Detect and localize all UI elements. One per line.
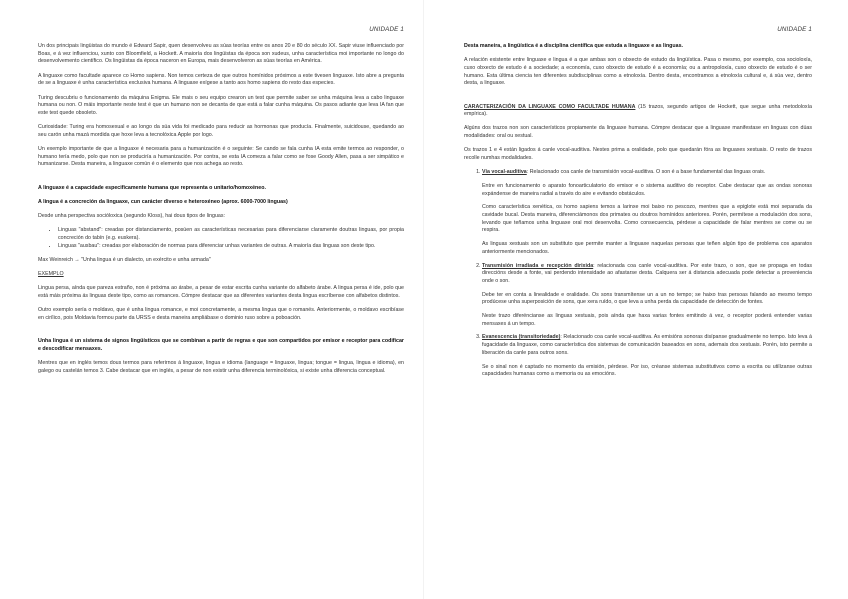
paragraph: As linguas xestuais son un substituto que permite manter a linguaxe naquelas persoas que teñen algún tipo de problema cos aparatos anteriormente mencionados. bbox=[482, 241, 812, 255]
paragraph: Turing descubriu o funcionamento da máquina Enigma. Ele mais o seu equipo crearon un test que permite saber se unha máquina leva a cabo linguaxe humana ou non. O máis importante neste test é que un humano non se decanta de que está a falar cunha máquina. Os pasos adiante que leva IA fan que este test quede obsoleto. bbox=[38, 94, 404, 116]
paragraph: Neste trazo diferéncianse as linguas xestuais, pois aínda que haxa varias fontes emitindo á vez, o receptor poderá entender varias mensaxes á un tempo. bbox=[482, 313, 812, 327]
paragraph: Desde unha perspectiva socióloxica (segundo Kloss), hai dous tipos de linguas: bbox=[38, 213, 225, 220]
bold-definition: A lingua é a concreción da linguaxe, cun carácter diverso e heteroxéneo (aprox. 6000-7000 linguas) bbox=[38, 198, 288, 205]
spacer bbox=[464, 95, 812, 104]
list-item: • Linguas "ausbau": creadas por elaboración de normas para diferenciar unhas variantes de outras. A maioría das linguas son deste tipo. bbox=[58, 243, 404, 251]
paragraph: Algúns dos trazos non son característicos propiamente da linguaxe humana. Cómpre destacar que a linguaxe manifestase en linguas con dúas modalidades: oral ou xestual. bbox=[464, 125, 812, 140]
bold-definition: Unha lingua é un sistema de signos lingüísticos que se combinan a partir de regras e que son compartidos por emisor e receptor para codificar e descodificar mensaxes. bbox=[38, 338, 404, 352]
right-page bbox=[424, 0, 848, 599]
numbered-list bbox=[464, 169, 812, 379]
item-title: Transmisión irradiada e recepción dirixida bbox=[482, 262, 594, 269]
item-title: Evanescencia (transitoriedade) bbox=[482, 334, 561, 341]
item-text: : relacionada coa canle vocal-auditiva. Por este trazo, o son, que se propaga en todas direccións desde a fonte, vai perdendo intensidade ao afastarse desta. Calquera ser á distancia adecuada pode detectar a proveniencia onde o son. bbox=[482, 262, 812, 284]
paragraph: Debe ter en conta a linealidade e oralidade. Os sons transmítense un a un no tempo; se haixo tras persoas falando ao mesmo tempo prodúcese unha superposición de sons, que xera ruído, o que leva a unha perda da capacidade de detección de fontes. bbox=[482, 291, 812, 306]
page-header: UNIDADE 1 bbox=[369, 26, 404, 33]
item-title: Vía vocal-auditiva bbox=[482, 169, 527, 176]
bullet-list bbox=[38, 227, 404, 251]
paragraph: Se o sinal non é captado no momento da emisión, pérdese. Por iso, créanse sistemas substitutivos como a escrita ou utilízanse outras capacidades humanas como a memoria ou as emocións. bbox=[482, 363, 812, 378]
list-item: • Linguas "abstand": creadas por distanciamento, posúen as características necesarias para diferenciarse claramente doutras linguas, por propia concreción do tabín (e.g. euskera). bbox=[58, 227, 404, 242]
list-item bbox=[482, 169, 812, 256]
paragraph: Como característica xenética, os homo sapiens temos a larinxe moi baixo no pescozo, mentres que a epiglote está moi separada da cavidade bucal. Desta maneira, diferenciámonos dos primates ou doutros homínidos anteriores. Porén, permítese a modulación dos sons, levando que teñamos unha linguaxe oral moi desenvolta. Como consecuencia, pérdese a capacidade de falar mentres se come ou se respira. bbox=[482, 204, 812, 234]
paragraph: A linguaxe como facultade aparece co Homo sapiens. Non temos certeza de que outros homínidos próximos a este tivesen linguaxe. Isto abre a pregunta de se a linguaxe é unha característica exclusiva humana. A linguaxe exígese a tanto aos homo sapiens do resto das especies. bbox=[38, 72, 404, 87]
paragraph: Curiosidade: Turing era homosexual e ao longo da súa vida foi medicado para reducir as hormonas que producía. Finalmente, suicidouse, quedando ao seu carón unha mazá mordida que hoxe leva a tecnolóxica Apple por logo. bbox=[38, 124, 404, 138]
heading-note: (15 trazos, segundo artigos de Hockett, que segue unha metodoloxía empírica). bbox=[464, 103, 812, 118]
paragraph: Un exemplo importante de que a linguaxe é necesaria para a humanización é o seguinte: Se cando se fala cunha IA esta emite termos ao responder, o humano tería medo, polo que non se produciría a humanización. Por contra, se esta IA comeza a falar como se fose Goody Allen, pasa a ser simpático e humanizarse. Desta maneira, a linguaxe común é o elemento que nos achega ao resto. bbox=[38, 146, 404, 168]
heading-title: CARACTERIZACIÓN DA LINGUAXE COMO FACULTADE HUMANA bbox=[464, 103, 636, 110]
item-text: : Relacionado coa canle vocal-auditiva. As emisións sonoras disípanse gradualmente no tempo. Isto leva á fugacidade da linguaxe, como característica dos sistemas de comunicación baseados en sons, ademais dos xestuais. Porén, isto permite a liberación da canle para outros sons. bbox=[482, 334, 812, 356]
paragraph: Entre en funcionamento o aparato fonoarticulatorio do emisor e o sistema auditivo do receptor. Cabe destacar que as ondas sonoras expándense de maneira radial a través do aire e evitando obstáculos. bbox=[482, 182, 812, 197]
paragraph: Lingua persa, aínda que pareza estraño, non é próxima ao árabe, a pesar de estar escrita cunha variante do alfabeto árabe. A lingua persa é ide, polo que está máis próxima ás linguas deste tipo, como as romances. Cómpre destacar que as diferentes variantes desta lingua escríbense con alfabetos distintos. bbox=[38, 285, 404, 300]
spacer bbox=[38, 176, 404, 185]
quote-line: Max Weinreich → "Unha lingua é un dialecto, un exército e unha armada" bbox=[38, 257, 211, 264]
paragraph: Outro exemplo sería o moldavo, que é unha lingua romance, e moi concretamente, a mesma lingua que o romanés. Anteriormente, o moldavo escribíase en cirílico, pois Moldavia formou parte da URSS e desta maneira ampliábase o dominio ruso sobre a poboación. bbox=[38, 307, 404, 322]
list-item bbox=[482, 334, 812, 379]
section-label: EXEMPLO bbox=[38, 271, 64, 278]
spacer bbox=[38, 329, 404, 338]
paragraph: Un dos principais lingüistas do mundo é Edward Sapir, quen desenvolveu as súas teorías entre os anos 20 e 80 do século XX. Sapir viuse influenciado por Boas, e á vez influenciou, xunto con Bloomfield, a Hockett. A maioría dos lingüistas da época son xudeus, unha característica moi importante no longo do desenvolvemento científico. Os lingüistas da época naceron en Europa, mais desenvolveron as súas teorías en América. bbox=[38, 43, 404, 65]
page-header: UNIDADE 1 bbox=[777, 26, 812, 33]
section-heading bbox=[464, 104, 812, 119]
item-text: : Relacionado coa canle de transmisión vocal-auditiva. O son é a base fundamental das linguas orais. bbox=[526, 169, 766, 176]
paragraph: Mentres que en inglés temos dous termos para referirnos á linguaxe, lingua e idioma (language = linguaxe, lingua; tongue = lingua, lingua e idioma), en galego ou castelán temos 3. Cabe destacar que en inglés, a pesar de non existir unha diferencia terminolóxica, si existe unha diferencia conceptual. bbox=[38, 360, 404, 374]
paragraph: A relación existente entre linguaxe e lingua é a que ambas son o obxecto de estudo da lingüística. Pasa o mesmo, por exemplo, coa socioloxía, cuxo obxecto de estudo é a sociedade; a economía, cuxo obxecto de estudo é a economía; ou a antropoloxía, cuxo obxecto de estudo é o ser humano. Esta última ciencia ten diferentes subdisciplinas como a etnoloxía. Dentro desta, encontramos a etnoloxía cultural e, á súa vez, dentro desta, a linguaxe. bbox=[464, 57, 812, 87]
bold-definition: Desta maneira, a lingüística é a disciplina científica que estuda a linguaxe e as linguas. bbox=[464, 43, 684, 49]
list-item bbox=[482, 263, 812, 329]
bold-definition: A linguaxe é a capacidade especificamente humana que representa o unitario/homoxéneo. bbox=[38, 184, 266, 191]
paragraph: Os trazos 1 e 4 están ligados á canle vocal-auditiva. Nestes prima a oralidade, polo que quedarán fóra as linguaxes xestuais. O resto de trazos recolle numhas modalidades. bbox=[464, 147, 812, 162]
